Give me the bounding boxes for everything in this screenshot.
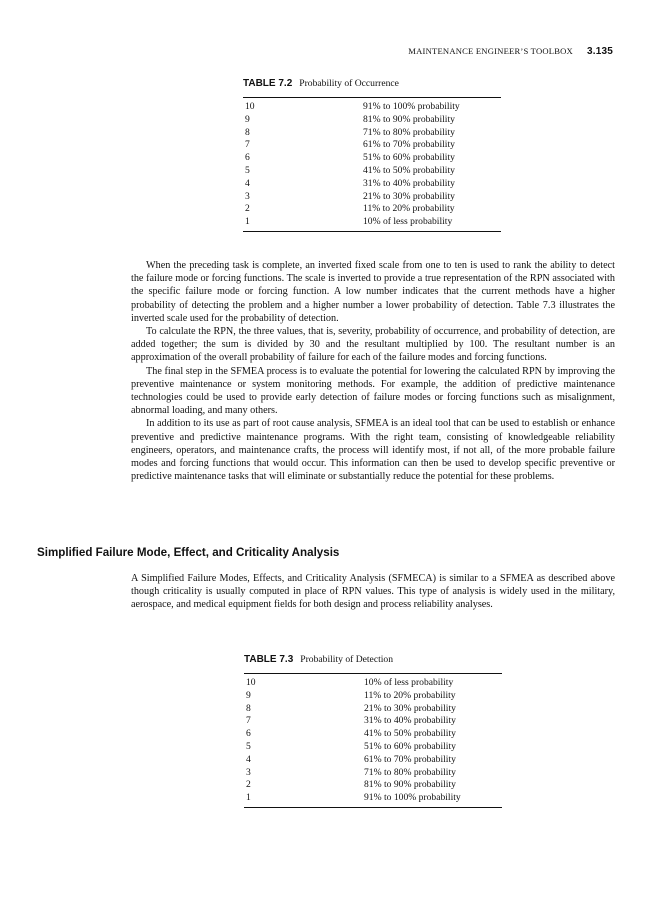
table-row: [243, 114, 501, 127]
table-row: [244, 767, 502, 780]
probability-cell: 10% of less probability: [363, 216, 453, 228]
probability-cell: 11% to 20% probability: [364, 689, 456, 701]
probability-cell: 71% to 80% probability: [363, 126, 455, 138]
rank-cell: 3: [246, 766, 251, 778]
section-body: [131, 572, 615, 612]
paragraph: The final step in the SFMEA process is to evaluate the potential for lowering the calculated RPN by improving the preventive maintenance or system monitoring methods. For example, the addition of predictive maintenance technologies could be used to provide early detection of failure modes or forcing functions such as misalignment, abnormal loading, and many others.: [131, 365, 615, 417]
rank-cell: 10: [245, 101, 255, 112]
probability-cell: 31% to 40% probability: [364, 715, 456, 727]
rank-cell: 2: [245, 203, 250, 215]
rank-cell: 1: [246, 792, 251, 804]
rank-cell: 3: [245, 190, 250, 202]
rank-cell: 2: [246, 779, 251, 791]
page-number: 3.135: [586, 46, 613, 57]
paragraph: A Simplified Failure Modes, Effects, and Criticality Analysis (SFMECA) is similar to a SFMEA as described above though criticality is usually computed in place of RPN values. This type of analysis is widely used in the military, aerospace, and medical equipment fields for both design and process reliability analyses.: [131, 573, 615, 611]
table-row: [243, 203, 501, 216]
probability-cell: 41% to 50% probability: [364, 728, 456, 740]
paragraph: When the preceding task is complete, an inverted fixed scale from one to ten is used to rank the ability to detect the failure mode or forcing functions. The scale is inverted to provide a true representation of the RPN associated with the specific failure mode or forcing function. A low number indicates that the current methods have a higher probability of detecting the problem and a higher number a lower probability of detection. Table 7.3 illustrates the inverted scale used for the probability of detection.: [131, 260, 615, 324]
probability-cell: 11% to 20% probability: [363, 203, 455, 215]
table-row: [244, 741, 502, 754]
running-header: [0, 46, 613, 57]
table-7-3-body: [244, 673, 502, 808]
table-row: [243, 216, 501, 229]
rank-cell: 10: [246, 677, 256, 688]
probability-cell: 71% to 80% probability: [364, 766, 456, 778]
table-row: [244, 715, 502, 728]
table-7-2-body: [243, 97, 501, 232]
table-row: [244, 779, 502, 792]
table-row: [244, 677, 502, 690]
table-row: [244, 690, 502, 703]
probability-cell: 31% to 40% probability: [363, 177, 455, 189]
rank-cell: 7: [246, 715, 251, 727]
rank-cell: 9: [245, 113, 250, 125]
rank-cell: 4: [246, 753, 251, 765]
table-7-3-caption: [244, 654, 502, 665]
probability-cell: 51% to 60% probability: [364, 740, 456, 752]
table-7-2-label: TABLE 7.2: [243, 78, 293, 89]
probability-cell: 91% to 100% probability: [363, 101, 460, 112]
rank-cell: 4: [245, 177, 250, 189]
probability-cell: 81% to 90% probability: [364, 779, 456, 791]
probability-cell: 91% to 100% probability: [364, 792, 461, 804]
table-7-3-title: Probability of Detection: [300, 654, 394, 665]
table-row: [244, 728, 502, 741]
probability-cell: 41% to 50% probability: [363, 164, 455, 176]
rank-cell: 6: [245, 152, 250, 164]
body-text: [131, 259, 615, 483]
table-row: [243, 101, 501, 114]
table-row: [243, 127, 501, 140]
table-row: [243, 178, 501, 191]
paragraph: To calculate the RPN, the three values, that is, severity, probability of occurrence, and probability of detection, are added together; the sum is divided by 30 and the resultant multiplied by 100. The resultant number is an approximation of the overall probability of failure for each of the failure modes and forcing functions.: [131, 326, 615, 364]
running-title: MAINTENANCE ENGINEER’S TOOLBOX: [408, 46, 573, 56]
table-row: [244, 703, 502, 716]
rank-cell: 7: [245, 139, 250, 151]
probability-cell: 61% to 70% probability: [364, 753, 456, 765]
table-7-3-label: TABLE 7.3: [244, 654, 294, 665]
rank-cell: 5: [245, 164, 250, 176]
probability-cell: 81% to 90% probability: [363, 113, 455, 125]
table-row: [243, 191, 501, 204]
table-7-2-title: Probability of Occurrence: [299, 78, 399, 89]
table-7-2-caption: [243, 78, 501, 89]
rank-cell: 5: [246, 740, 251, 752]
table-7-3: [244, 654, 502, 808]
table-row: [243, 139, 501, 152]
table-row: [244, 792, 502, 805]
rank-cell: 8: [246, 702, 251, 714]
rank-cell: 9: [246, 689, 251, 701]
probability-cell: 21% to 30% probability: [364, 702, 456, 714]
table-7-2: [243, 78, 501, 232]
rank-cell: 8: [245, 126, 250, 138]
probability-cell: 10% of less probability: [364, 677, 454, 688]
probability-cell: 21% to 30% probability: [363, 190, 455, 202]
rank-cell: 6: [246, 728, 251, 740]
section-heading: Simplified Failure Mode, Effect, and Criticality Analysis: [37, 546, 340, 559]
probability-cell: 51% to 60% probability: [363, 152, 455, 164]
rank-cell: 1: [245, 216, 250, 228]
table-row: [244, 754, 502, 767]
table-row: [243, 152, 501, 165]
table-row: [243, 165, 501, 178]
paragraph: In addition to its use as part of root cause analysis, SFMEA is an ideal tool that can be used to establish or enhance preventive and predictive maintenance programs. With the right team, consisting of knowledgeable reliability engineers, operators, and maintenance crafts, the process will identify most, if not all, of the more probable failure modes and forcing functions that would occur. This information can then be used to develop specific preventive or predictive maintenance tasks that will eliminate or substantially reduce the potential for these problems.: [131, 418, 615, 483]
probability-cell: 61% to 70% probability: [363, 139, 455, 151]
